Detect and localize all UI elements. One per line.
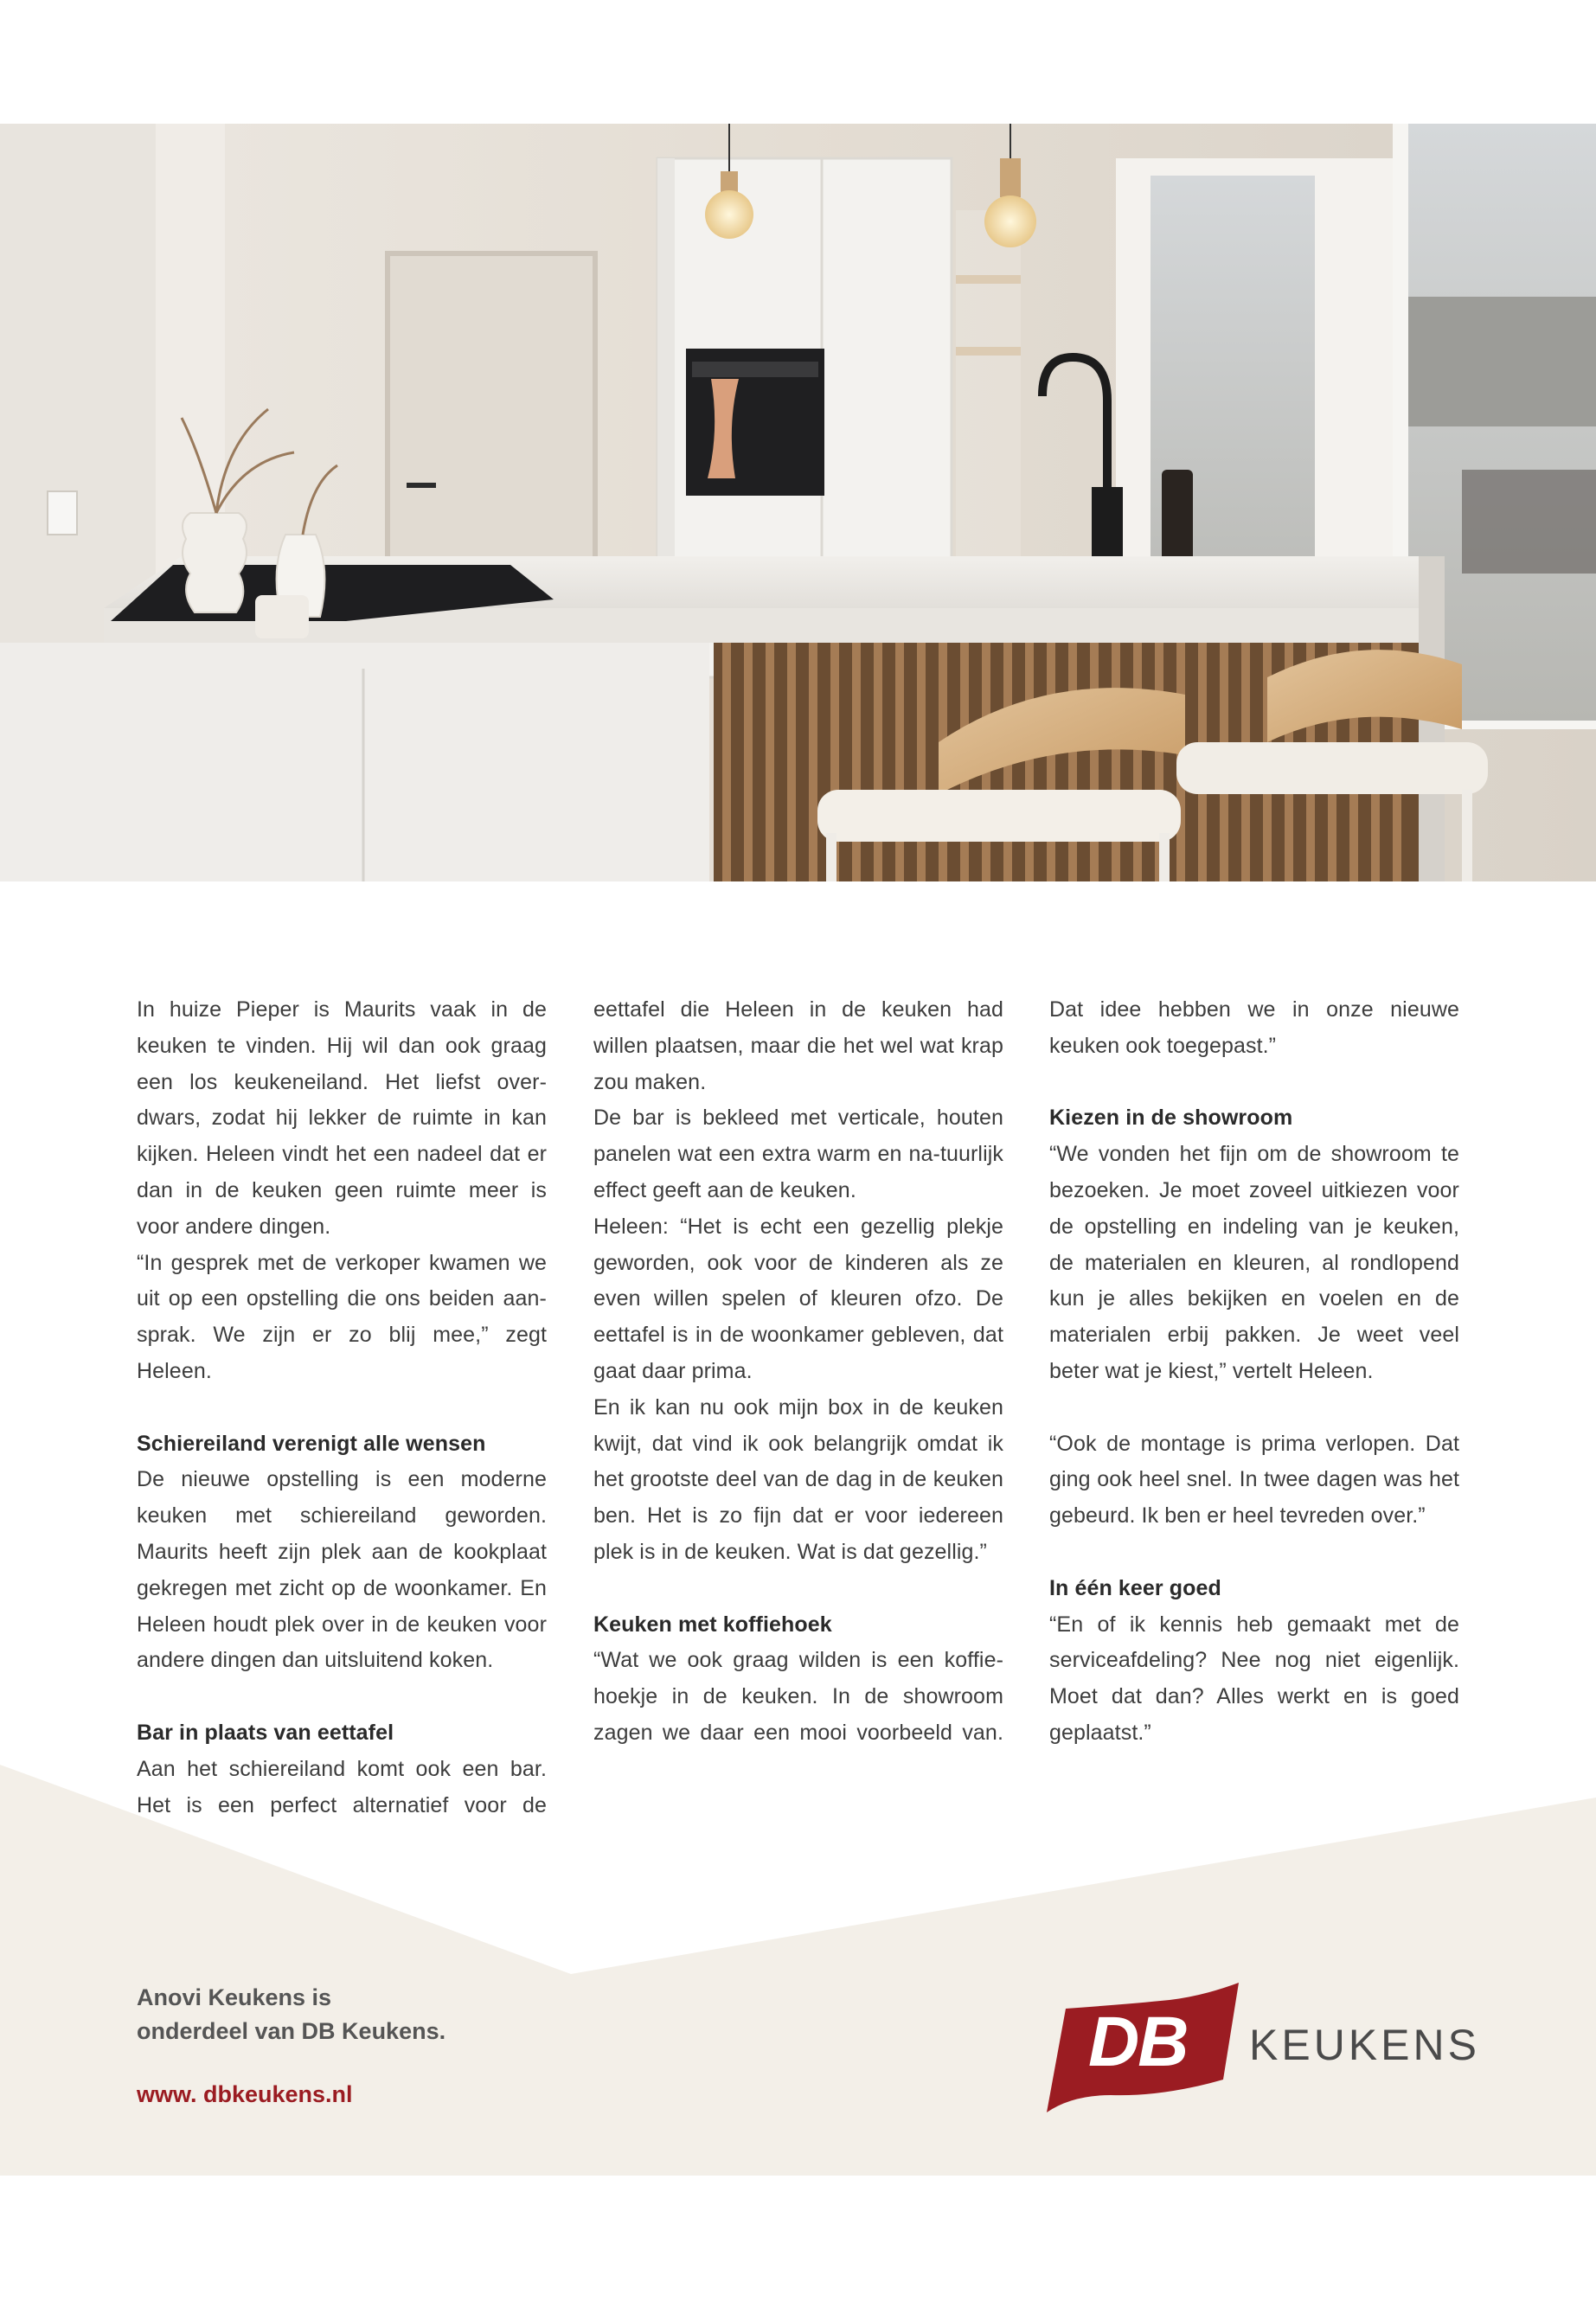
- paragraph: “In gesprek met de verkoper kwamen we uit op een opstelling die ons beiden aan-sprak. We zijn er zo blij mee,” zegt Heleen.: [137, 1250, 547, 1383]
- paragraph: En ik kan nu ook mijn box in de keuken kwijt, dat vind ik ook belangrijk omdat ik het grootste deel van de dag in de keuken ben. Het is zo fijn dat er voor iedereen plek is in de keuken. Wat is dat gezellig.”: [593, 1394, 1003, 1564]
- logo-mark: DB: [1088, 2003, 1188, 2081]
- paragraph: De nieuwe opstelling is een moderne keuken met schiereiland geworden. Maurits heeft zijn plek aan de kookplaat gekregen met zicht op de woonkamer. En Heleen houdt plek over in de keuken voor andere dingen dan uitsluitend koken.: [137, 1467, 547, 1673]
- paragraph: “Ook de montage is prima verlopen. Dat ging ook heel snel. In twee dagen was het gebeurd. Ik ben er heel tevreden over.”: [1049, 1431, 1459, 1529]
- paragraph: In huize Pieper is Maurits vaak in de keuken te vinden. Hij wil dan ook graag een los keukeneiland. Het liefst over-dwars, zodat hij lekker de ruimte in kan kijken. Heleen vindt het een nadeel dat er dan in de keuken geen ruimte meer is voor andere dingen.: [137, 997, 547, 1239]
- paragraph: Aan het schiereiland komt ook een bar. Het is een perfect alternatief voor de: [137, 1756, 547, 1817]
- footer-company-note: [137, 1981, 656, 2048]
- article-column-1: [137, 992, 547, 1823]
- article-column-3: [1049, 992, 1459, 1752]
- article-column-2: [593, 992, 1003, 1752]
- paragraph: eettafel die Heleen in de keuken had willen plaatsen, maar die het wel wat krap zou maken.: [593, 997, 1003, 1094]
- paragraph: “Wat we ook graag wilden is een koffie-hoekje in de keuken. In de showroom zagen we daar een mooi voorbeeld van.: [593, 1648, 1003, 1745]
- hero-kitchen-photo: [0, 124, 1596, 881]
- paragraph: Dat idee hebben we in onze nieuwe keuken ook toegepast.”: [1049, 997, 1459, 1058]
- footer-note-line: onderdeel van DB Keukens.: [137, 2018, 446, 2044]
- paragraph: “En of ik kennis heb gemaakt met de serviceafdeling? Nee nog niet eigenlijk. Moet dat dan? Alles werkt en is goed geplaatst.”: [1049, 1612, 1459, 1745]
- section-heading: Bar in plaats van eettafel: [137, 1720, 394, 1745]
- paragraph: “We vonden het fijn om de showroom te bezoeken. Je moet zoveel uitkiezen voor de opstelling en indeling van je keuken, de materialen en kleuren, al rondlopend kun je alles bekijken en voelen en de materialen erbij pakken. Je weet veel beter wat je kiest,” vertelt Heleen.: [1049, 1142, 1459, 1383]
- section-heading: Schiereiland verenigt alle wensen: [137, 1431, 486, 1456]
- footer-note-line: Anovi Keukens is: [137, 1984, 332, 2010]
- logo-wordmark: KEUKENS: [1249, 2021, 1480, 2069]
- website-link[interactable]: www. dbkeukens.nl: [137, 2081, 353, 2107]
- section-heading: Kiezen in de showroom: [1049, 1106, 1293, 1131]
- footer-background-band: [0, 1765, 1596, 2176]
- section-heading: In één keer goed: [1049, 1575, 1221, 1600]
- paragraph: Heleen: “Het is echt een gezellig plekje geworden, ook voor de kinderen als ze even willen spelen of kleuren ofzo. De eettafel is in de woonkamer gebleven, dat gaat daar prima.: [593, 1214, 1003, 1383]
- section-heading: Keuken met koffiehoek: [593, 1612, 832, 1637]
- paragraph: De bar is bekleed met verticale, houten panelen wat een extra warm en na-tuurlijk effect geeft aan de keuken.: [593, 1106, 1003, 1202]
- db-keukens-logo: [1047, 1983, 1480, 2112]
